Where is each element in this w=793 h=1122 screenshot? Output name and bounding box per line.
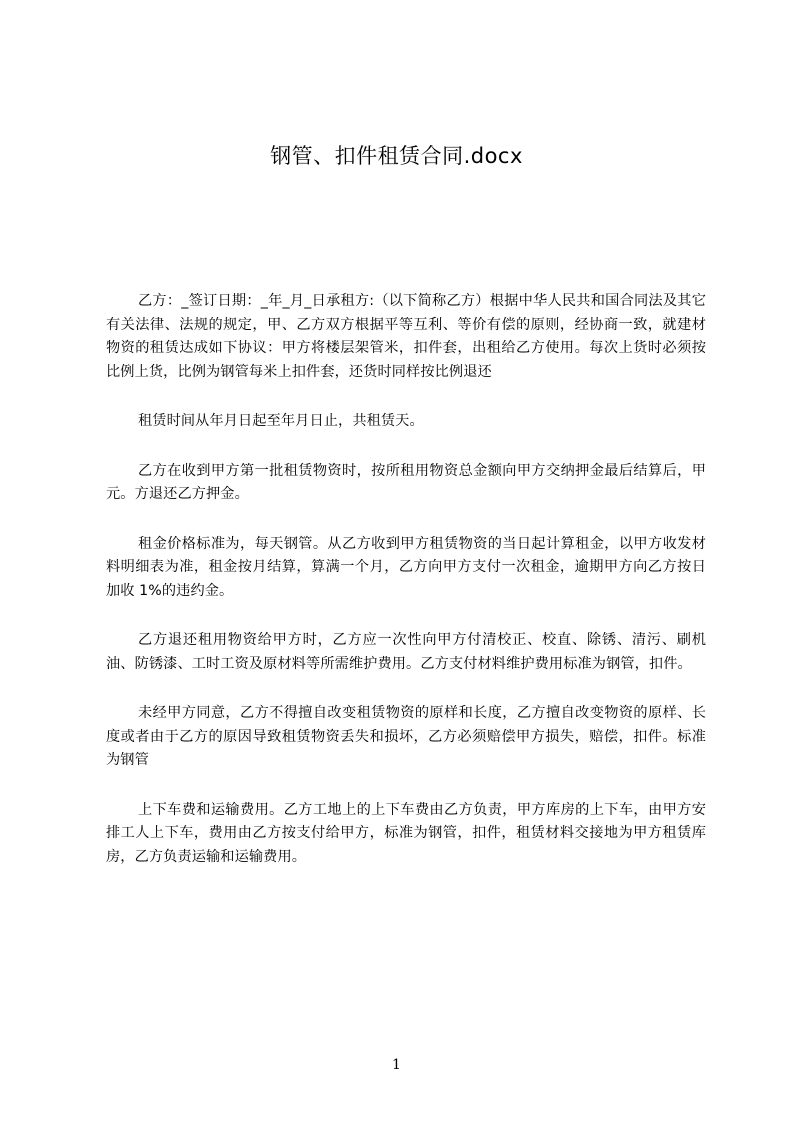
- paragraph-rent: 租金价格标准为，每天钢管。从乙方收到甲方租赁物资的当日起计算租金，以甲方收发材料明细表为准，租金按月结算，算满一个月，乙方向甲方支付一次租金，逾期甲方向乙方按日加收 1%的违约金。: [106, 535, 706, 599]
- document-body: [106, 290, 706, 895]
- paragraph-transport: 上下车费和运输费用。乙方工地上的上下车费由乙方负责，甲方库房的上下车，由甲方安排工人上下车，费用由乙方按支付给甲方，标准为钢管，扣件，租赁材料交接地为甲方租赁库房，乙方负责运输和运输费用。: [106, 801, 706, 865]
- document-title: 钢管、扣件租赁合同.docx: [270, 144, 523, 168]
- paragraph-damage: 未经甲方同意，乙方不得擅自改变租赁物资的原样和长度，乙方擅自改变物资的原样、长度或者由于乙方的原因导致租赁物资丢失和损坏，乙方必须赔偿甲方损失，赔偿，扣件。标准为钢管: [106, 705, 706, 768]
- paragraph-maintenance: 乙方退还租用物资给甲方时，乙方应一次性向甲方付清校正、校直、除锈、清污、刷机油、防锈漆、工时工资及原材料等所需维护费用。乙方支付材料维护费用标准为钢管，扣件。: [106, 632, 706, 672]
- paragraph-deposit: 乙方在收到甲方第一批租赁物资时，按所租用物资总金额向甲方交纳押金最后结算后，甲元。方退还乙方押金。: [106, 462, 706, 502]
- page-number: 1: [392, 1057, 401, 1073]
- paragraph-parties: 乙方：_签订日期：_年_月_日承租方:（以下简称乙方）根据中华人民共和国合同法及其它有关法律、法规的规定，甲、乙方双方根据平等互利、等价有偿的原则，经协商一致，就建材物资的租赁达成如下协议：甲方将楼层架管米，扣件套，出租给乙方使用。每次上货时必须按比例上货，比例为钢管每米上扣件套，还货时同样按比例退还: [106, 293, 706, 380]
- paragraph-lease-term: 租赁时间从年月日起至年月日止，共租赁天。: [138, 413, 424, 429]
